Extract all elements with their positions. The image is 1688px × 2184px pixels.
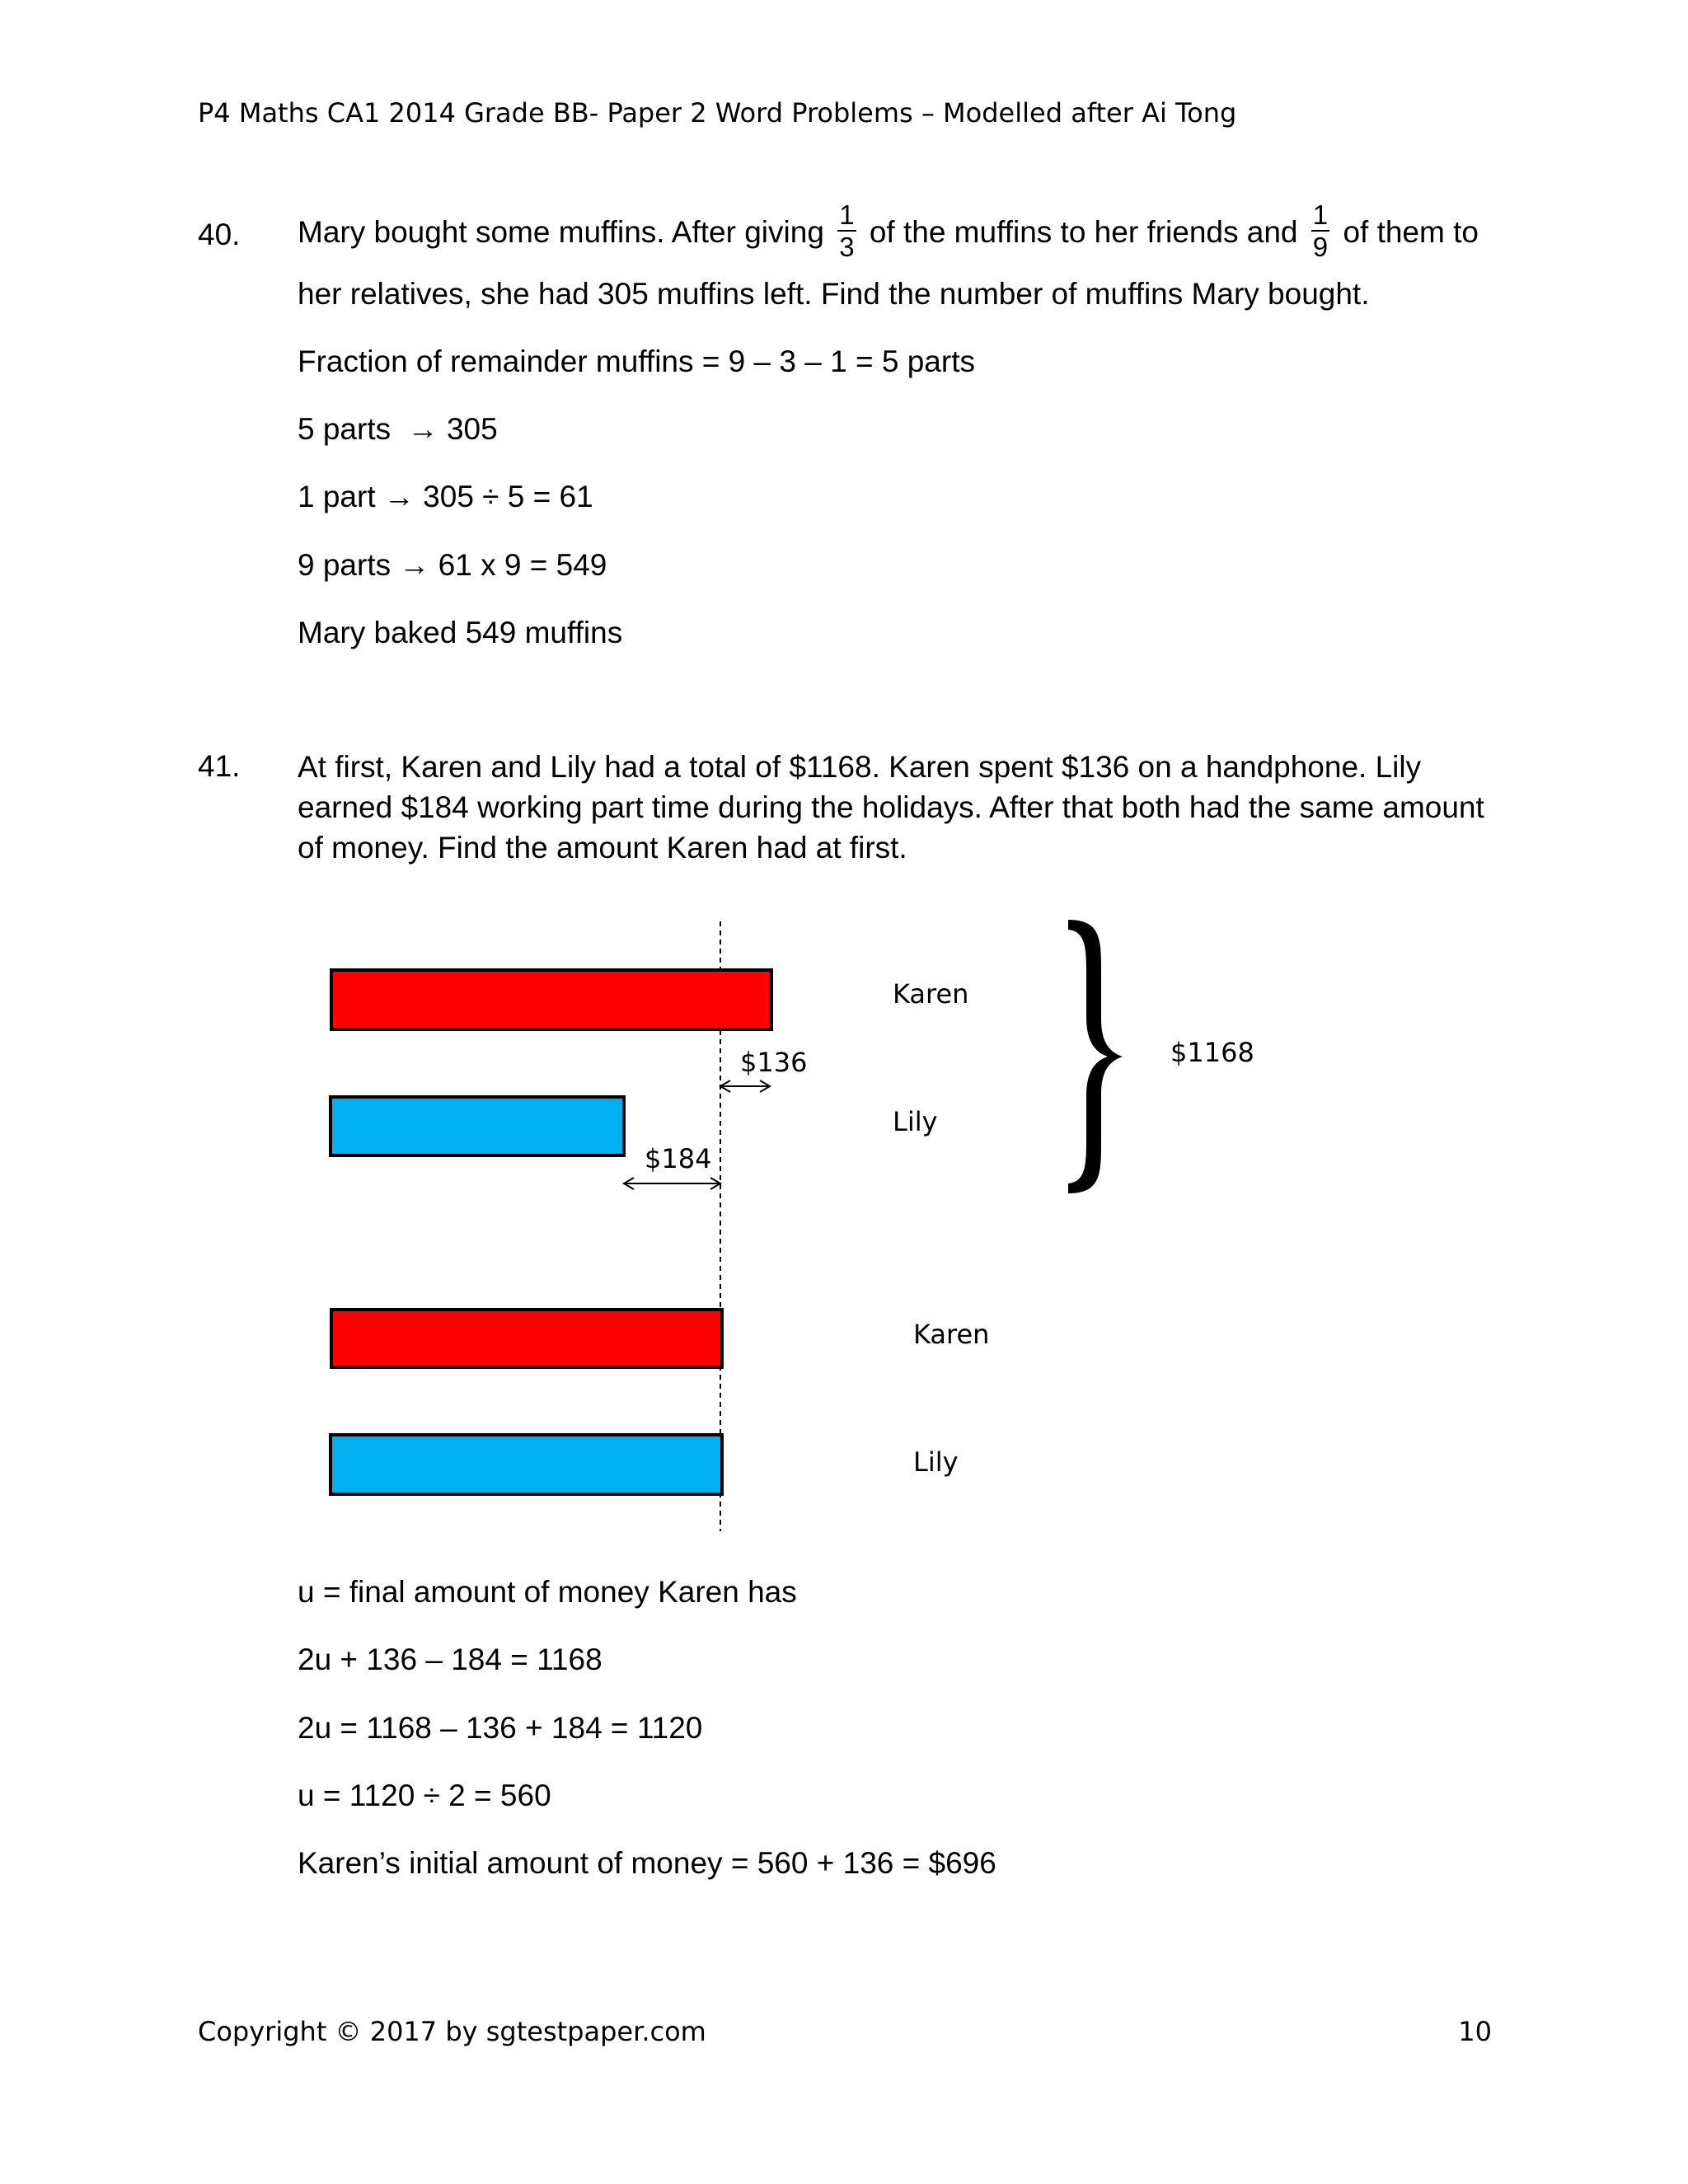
q41-step: u = final amount of money Karen has — [298, 1575, 797, 1609]
q41-step: 2u = 1168 – 136 + 184 = 1120 — [298, 1711, 703, 1745]
label-karen-top: Karen — [893, 978, 969, 1010]
q41-step: 2u + 136 – 184 = 1168 — [298, 1643, 603, 1676]
q40-line1-part-b: of the muffins to her friends and — [869, 214, 1298, 249]
footer-copyright: Copyright © 2017 by sgtestpaper.com — [198, 2016, 706, 2047]
q40-line1-part-c: of them to — [1343, 214, 1479, 249]
label-total-1168: $1168 — [1170, 1037, 1254, 1068]
q40-line1-part-a: Mary bought some muffins. After giving — [298, 214, 824, 249]
q40-step: 1 part → 305 ÷ 5 = 61 — [298, 480, 593, 513]
q40-answer: Mary baked 549 muffins — [298, 616, 623, 649]
label-lily-bottom: Lily — [913, 1446, 959, 1478]
q40-step: Fraction of remainder muffins = 9 – 3 – 1 = 5 parts — [298, 344, 975, 378]
lily-final-bar — [331, 1435, 722, 1494]
lily-initial-bar — [331, 1097, 624, 1155]
question-40-line2: her relatives, she had 305 muffins left. Find the number of muffins Mary bought. — [298, 277, 1370, 311]
question-40-number: 40. — [198, 218, 241, 251]
q41-answer: Karen’s initial amount of money = 560 + 136 = $696 — [298, 1846, 996, 1880]
label-136: $136 — [740, 1047, 808, 1078]
question-41-number: 41. — [198, 749, 241, 783]
karen-initial-bar — [331, 970, 771, 1029]
page-header: P4 Maths CA1 2014 Grade BB- Paper 2 Word Problems – Modelled after Ai Tong — [198, 97, 1237, 129]
label-184: $184 — [645, 1143, 712, 1174]
label-lily-top: Lily — [893, 1106, 938, 1137]
label-karen-bottom: Karen — [913, 1319, 990, 1350]
karen-final-bar — [331, 1310, 722, 1367]
arrow-136 — [720, 1080, 770, 1092]
fraction-one-ninth-numerator: 1 — [1312, 199, 1329, 230]
fraction-one-third-numerator: 1 — [839, 199, 855, 230]
q40-step: 9 parts → 61 x 9 = 549 — [298, 548, 607, 582]
fraction-one-third-denominator: 3 — [839, 232, 855, 262]
q40-step: 5 parts → 305 — [298, 412, 498, 446]
arrow-184 — [624, 1178, 720, 1189]
question-41-text: At first, Karen and Lily had a total of $1168. Karen spent $136 on a handphone. Lily earned $184 working part time during the holidays. After that both had the same amount of money. Find the amount Karen had at first. — [298, 750, 1484, 865]
q41-step: u = 1120 ÷ 2 = 560 — [298, 1779, 551, 1812]
fraction-one-ninth-denominator: 9 — [1312, 232, 1329, 262]
curly-brace — [1068, 920, 1123, 1193]
page-number: 10 — [1458, 2016, 1492, 2047]
